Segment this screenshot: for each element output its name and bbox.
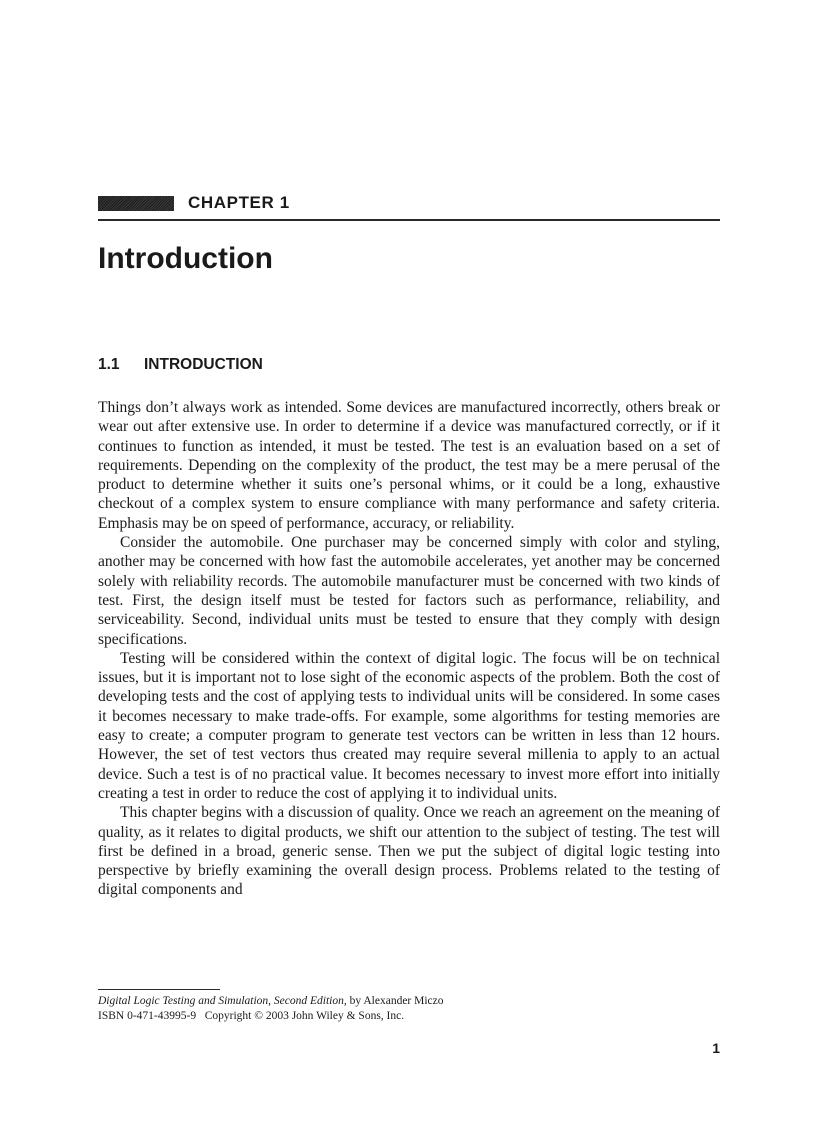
isbn: ISBN 0-471-43995-9 <box>98 1010 197 1022</box>
paragraph: Consider the automobile. One purchaser may be concerned simply with color and styling, another may be concerned with how fast the automobile accelerates, yet another may be concerned solely with reliability records. The automobile manufacturer must be concerned with two kinds of test. First, the design itself must be tested for factors such as performance, reliability, and serviceability. Second, individual units must be tested to ensure that they comply with design specifications. <box>98 534 720 648</box>
chapter-rule <box>98 219 720 221</box>
paragraph: This chapter begins with a discussion of quality. Once we reach an agreement on the meaning of quality, as it relates to digital products, we shift our attention to the subject of testing. The test will first be defined in a broad, generic sense. Then we put the subject of digital logic testing into perspective by briefly examining the overall design process. Problems related to the testing of digital components and <box>98 804 720 899</box>
page-number: 1 <box>712 1040 720 1056</box>
chapter-header <box>98 193 720 223</box>
paragraph: Things don’t always work as intended. Some devices are manufactured incorrectly, others break or wear out after extensive use. In order to determine if a device was manufactured correctly, or if it continues to function as intended, it must be tested. The test is an evaluation based on a set of requirements. Depending on the complexity of the product, the test may be a mere perusal of the product to determine whether it suits one’s personal whims, or it could be a long, exhaustive checkout of a complex system to ensure compliance with many performance and safety criteria. Emphasis may be on speed of performance, accuracy, or reliability. <box>98 399 720 532</box>
footnote-line-2 <box>98 1009 444 1024</box>
copyright-text: Copyright © 2003 John Wiley & Sons, Inc. <box>204 1010 405 1022</box>
book-title: Digital Logic Testing and Simulation, Second Edition, <box>98 995 347 1007</box>
section-number: 1.1 <box>98 356 120 373</box>
footnote-line-1 <box>98 994 444 1009</box>
footnote-rule <box>98 989 220 990</box>
section-title: INTRODUCTION <box>144 356 263 373</box>
section-heading <box>98 355 263 375</box>
chapter-bar-ornament <box>98 196 174 211</box>
paragraph: Testing will be considered within the context of digital logic. The focus will be on technical issues, but it is important not to lose sight of the economic aspects of the problem. Both the cost of developing tests and the cost of applying tests to individual units will be considered. In some cases it becomes necessary to make trade-offs. For example, some algorithms for testing memories are easy to create; a computer program to generate test vectors can be written in less than 12 hours. However, the set of test vectors thus created may require several millenia to apply to an actual device. Such a test is of no practical value. It becomes necessary to invest more effort into initially creating a test in order to reduce the cost of applying it to individual units. <box>98 649 720 802</box>
body-text <box>98 398 720 900</box>
chapter-label: CHAPTER 1 <box>188 193 290 212</box>
copyright-footnote <box>98 994 444 1024</box>
chapter-title: Introduction <box>98 242 273 275</box>
book-author: by Alexander Miczo <box>349 995 444 1007</box>
